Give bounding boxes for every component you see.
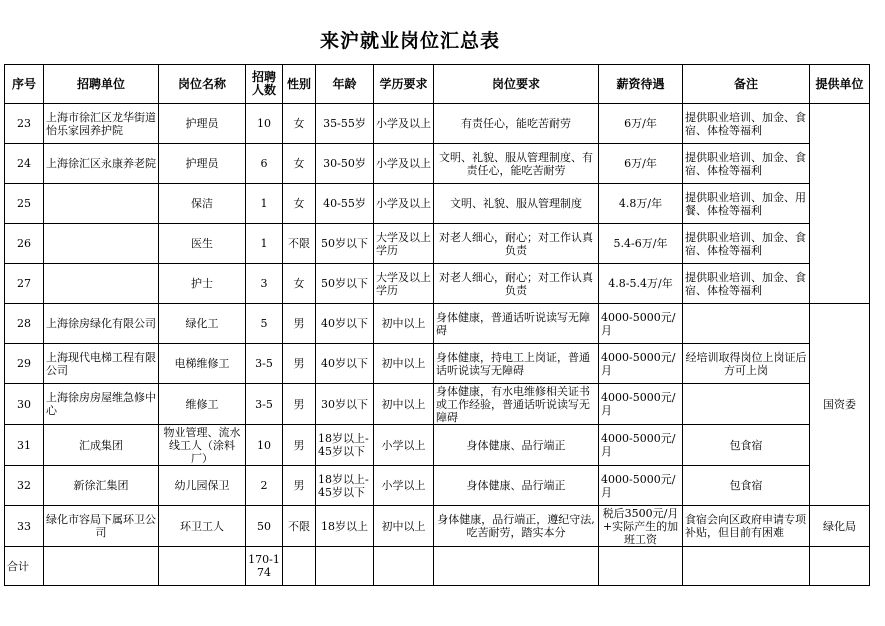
cell-req: 对老人细心，耐心；对工作认真负责 [434, 264, 599, 304]
table-row [5, 104, 870, 144]
cell-gender: 男 [283, 466, 316, 506]
cell-count: 1 [246, 184, 283, 224]
cell-gender: 女 [283, 144, 316, 184]
cell-age: 40岁以下 [316, 304, 374, 344]
cell-count: 3 [246, 264, 283, 304]
cell-position: 医生 [159, 224, 246, 264]
cell-unit: 上海徐汇区永康养老院 [44, 144, 159, 184]
cell-gender: 女 [283, 184, 316, 224]
cell-gender: 女 [283, 264, 316, 304]
cell-age: 30-50岁 [316, 144, 374, 184]
cell-notes: 经培训取得岗位上岗证后方可上岗 [683, 344, 810, 384]
cell-edu: 初中以上 [374, 304, 434, 344]
cell-req: 有责任心，能吃苦耐劳 [434, 104, 599, 144]
cell-no: 31 [5, 425, 44, 466]
total-label: 合计 [5, 547, 44, 586]
cell-salary: 4000-5000元/月 [599, 384, 683, 425]
cell-unit: 上海徐房房屋维急修中心 [44, 384, 159, 425]
cell-notes: 提供职业培训、加金、食宿、体检等福利 [683, 224, 810, 264]
table-row [5, 466, 870, 506]
cell-notes [683, 304, 810, 344]
cell-gender: 女 [283, 104, 316, 144]
cell-notes: 包食宿 [683, 466, 810, 506]
cell-position: 维修工 [159, 384, 246, 425]
table-row [5, 184, 870, 224]
cell-notes: 包食宿 [683, 425, 810, 466]
header-gender: 性别 [283, 65, 316, 104]
cell-gender: 不限 [283, 506, 316, 547]
cell-salary: 5.4-6万/年 [599, 224, 683, 264]
cell-edu: 大学及以上学历 [374, 264, 434, 304]
cell-provider-lhj: 绿化局 [810, 506, 870, 547]
page-title: 来沪就业岗位汇总表 [319, 30, 500, 52]
cell-salary: 4000-5000元/月 [599, 425, 683, 466]
cell-req: 文明、礼貌、服从管理制度、有责任心，能吃苦耐劳 [434, 144, 599, 184]
cell-count: 10 [246, 425, 283, 466]
cell-no: 29 [5, 344, 44, 384]
cell-req: 文明、礼貌、服从管理制度 [434, 184, 599, 224]
cell-count: 2 [246, 466, 283, 506]
cell-gender: 男 [283, 344, 316, 384]
cell-notes: 食宿会向区政府申请专项补贴，但目前有困难 [683, 506, 810, 547]
cell-notes [683, 384, 810, 425]
cell-age: 18岁以上 [316, 506, 374, 547]
cell-position: 护士 [159, 264, 246, 304]
cell-age: 50岁以下 [316, 264, 374, 304]
header-count: 招聘人数 [246, 65, 283, 104]
cell-edu: 小学以上 [374, 425, 434, 466]
cell-edu: 初中以上 [374, 344, 434, 384]
total-count: 170-174 [246, 547, 283, 586]
cell-age: 40-55岁 [316, 184, 374, 224]
cell-provider-empty [810, 104, 870, 304]
cell-no: 25 [5, 184, 44, 224]
table-row [5, 384, 870, 425]
cell-no: 27 [5, 264, 44, 304]
cell-age: 50岁以下 [316, 224, 374, 264]
cell-req: 身体健康，普通话听说读写无障碍 [434, 304, 599, 344]
cell-req: 对老人细心，耐心；对工作认真负责 [434, 224, 599, 264]
cell-salary: 6万/年 [599, 144, 683, 184]
cell-gender: 不限 [283, 224, 316, 264]
cell-no: 26 [5, 224, 44, 264]
header-notes: 备注 [683, 65, 810, 104]
cell-salary: 税后3500元/月+实际产生的加班工资 [599, 506, 683, 547]
cell-unit: 新徐汇集团 [44, 466, 159, 506]
table-row [5, 344, 870, 384]
cell-no: 24 [5, 144, 44, 184]
cell-count: 10 [246, 104, 283, 144]
cell-age: 18岁以上-45岁以下 [316, 425, 374, 466]
cell-position: 幼儿园保卫 [159, 466, 246, 506]
cell-age: 18岁以上-45岁以下 [316, 466, 374, 506]
cell-position: 绿化工 [159, 304, 246, 344]
cell-edu: 小学及以上 [374, 104, 434, 144]
header-no: 序号 [5, 65, 44, 104]
cell-salary: 4000-5000元/月 [599, 466, 683, 506]
cell-position: 护理员 [159, 144, 246, 184]
cell-age: 35-55岁 [316, 104, 374, 144]
cell-unit: 上海现代电梯工程有限公司 [44, 344, 159, 384]
cell-salary: 4.8-5.4万/年 [599, 264, 683, 304]
cell-notes: 提供职业培训、加金、食宿、体检等福利 [683, 144, 810, 184]
cell-unit [44, 264, 159, 304]
header-age: 年龄 [316, 65, 374, 104]
cell-no: 23 [5, 104, 44, 144]
cell-position: 环卫工人 [159, 506, 246, 547]
cell-salary: 4000-5000元/月 [599, 304, 683, 344]
cell-unit: 上海徐房绿化有限公司 [44, 304, 159, 344]
cell-count: 3-5 [246, 384, 283, 425]
cell-no: 32 [5, 466, 44, 506]
cell-no: 33 [5, 506, 44, 547]
cell-unit: 绿化市容局下属环卫公司 [44, 506, 159, 547]
cell-position: 护理员 [159, 104, 246, 144]
cell-unit: 上海市徐汇区龙华街道怡乐家园养护院 [44, 104, 159, 144]
cell-salary: 4000-5000元/月 [599, 344, 683, 384]
cell-no: 30 [5, 384, 44, 425]
header-row [5, 65, 870, 104]
header-unit: 招聘单位 [44, 65, 159, 104]
jobs-table [4, 64, 870, 586]
cell-salary: 6万/年 [599, 104, 683, 144]
cell-count: 5 [246, 304, 283, 344]
cell-provider-gzw: 国资委 [810, 304, 870, 506]
cell-count: 6 [246, 144, 283, 184]
cell-notes: 提供职业培训、加金、食宿、体检等福利 [683, 104, 810, 144]
header-salary: 薪资待遇 [599, 65, 683, 104]
cell-salary: 4.8万/年 [599, 184, 683, 224]
cell-unit [44, 184, 159, 224]
cell-position: 保洁 [159, 184, 246, 224]
table-row [5, 224, 870, 264]
table-row [5, 304, 870, 344]
cell-no: 28 [5, 304, 44, 344]
cell-unit: 汇成集团 [44, 425, 159, 466]
total-row [5, 547, 870, 586]
table-row [5, 425, 870, 466]
table-row [5, 264, 870, 304]
header-edu: 学历要求 [374, 65, 434, 104]
cell-notes: 提供职业培训、加金、用餐、体检等福利 [683, 184, 810, 224]
cell-req: 身体健康，持电工上岗证，普通话听说读写无障碍 [434, 344, 599, 384]
cell-edu: 初中以上 [374, 506, 434, 547]
cell-gender: 男 [283, 384, 316, 425]
cell-count: 1 [246, 224, 283, 264]
cell-edu: 小学以上 [374, 466, 434, 506]
header-position: 岗位名称 [159, 65, 246, 104]
cell-unit [44, 224, 159, 264]
cell-edu: 初中以上 [374, 384, 434, 425]
cell-position: 物业管理、流水线工人（涂料厂） [159, 425, 246, 466]
cell-gender: 男 [283, 425, 316, 466]
cell-req: 身体健康，品行端正，遵纪守法,吃苦耐劳，踏实本分 [434, 506, 599, 547]
cell-position: 电梯维修工 [159, 344, 246, 384]
table-row [5, 506, 870, 547]
cell-edu: 大学及以上学历 [374, 224, 434, 264]
cell-gender: 男 [283, 304, 316, 344]
table-row [5, 144, 870, 184]
cell-req: 身体健康、品行端正 [434, 466, 599, 506]
cell-notes: 提供职业培训、加金、食宿、体检等福利 [683, 264, 810, 304]
cell-count: 50 [246, 506, 283, 547]
cell-age: 40岁以下 [316, 344, 374, 384]
cell-req: 身体健康、品行端正 [434, 425, 599, 466]
cell-req: 身体健康，有水电维修相关证书或工作经验，普通话听说读写无障碍 [434, 384, 599, 425]
cell-edu: 小学及以上 [374, 144, 434, 184]
cell-count: 3-5 [246, 344, 283, 384]
cell-age: 30岁以下 [316, 384, 374, 425]
cell-edu: 小学及以上 [374, 184, 434, 224]
header-provider: 提供单位 [810, 65, 870, 104]
header-req: 岗位要求 [434, 65, 599, 104]
